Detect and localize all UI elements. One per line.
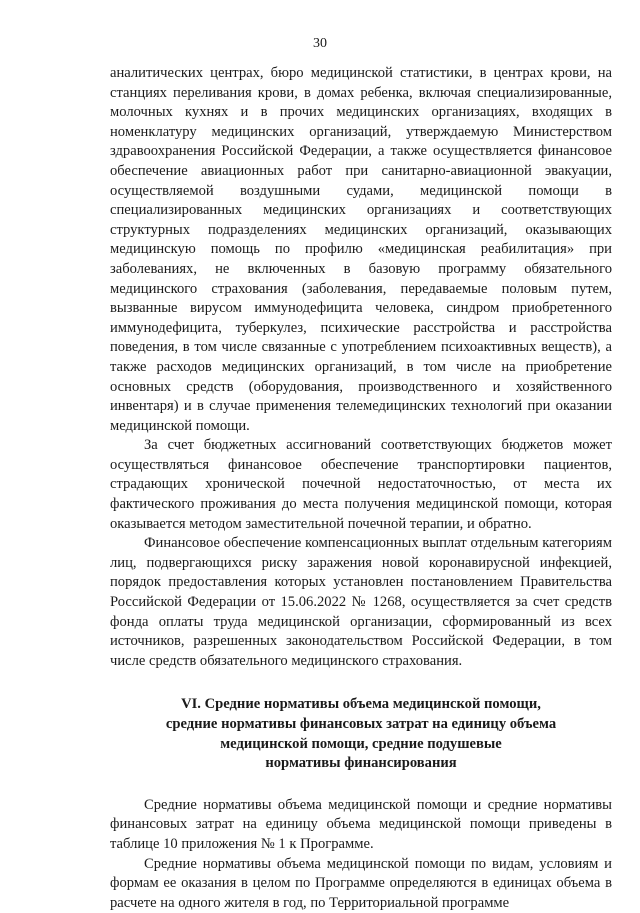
section-heading <box>110 695 612 773</box>
section-heading-line: VI. Средние нормативы объема медицинской помощи, <box>181 696 541 713</box>
paragraph-continuation: аналитических центрах, бюро медицинской статистики, в центрах крови, на станциях переливания крови, в домах ребенка, включая специализированные, молочных кухнях и в прочих медицинских организациях, входящих в номенклатуру медицинских организаций, утверждаемую Министерством здравоохранения Российской Федерации, а также осуществляется финансовое обеспечение авиационных работ при санитарно-авиационной эвакуации, осуществляемой воздушными судами, медицинской помощи в специализированных медицинских организациях и соответствующих структурных подразделениях медицинских организаций, оказывающих медицинскую помощь по профилю «медицинская реабилитация» при заболеваниях, не включенных в базовую программу обязательного медицинского страхования (заболевания, передаваемые половым путем, вызванные вирусом иммунодефицита человека, синдром приобретенного иммунодефицита, туберкулез, психические расстройства и расстройства поведения, в том числе связанные с употреблением психоактивных веществ), а также расходов медицинских организаций, в том числе на приобретение основных средств (оборудования, производственного и хозяйственного инвентаря) и в случае применения телемедицинских технологий при оказании медицинской помощи. <box>110 65 612 434</box>
paragraph-compensation-payments: Финансовое обеспечение компенсационных выплат отдельным категориям лиц, подвергающихся риску заражения новой коронавирусной инфекцией, порядок предоставления которых установлен постановлением Правительства Российской Федерации от 15.06.2022 № 1268, осуществляется за счет средств фонда оплаты труда медицинской организации, сформированный из всех источников, разрешенных законодательством Российской Федерации, в том числе средств обязательного медицинского страхования. <box>110 535 612 669</box>
section-heading-line: средние нормативы финансовых затрат на единицу объема <box>165 716 557 732</box>
page-number: 30 <box>313 36 327 51</box>
paragraph-transport-funding: За счет бюджетных ассигнований соответствующих бюджетов может осуществляться финансовое обеспечение транспортировки пациентов, страдающих хронической почечной недостаточностью, от места их фактического проживания до места получения медицинской помощи, которая оказывается методом заместительной почечной терапии, и обратно. <box>110 437 612 532</box>
document-body <box>110 64 612 913</box>
paragraph-norms-by-type: Средние нормативы объема медицинской помощи по видам, условиям и формам ее оказания в целом по Программе определяются в единицах объема в расчете на одного жителя в год, по Территориальной программе <box>110 855 612 911</box>
section-heading-line: нормативы финансирования <box>265 755 457 772</box>
section-heading-line: медицинской помощи, средние подушевые <box>220 735 502 752</box>
paragraph-average-norms: Средние нормативы объема медицинской помощи и средние нормативы финансовых затрат на единицу объема медицинской помощи приведены в таблице 10 приложения № 1 к Программе. <box>110 796 612 852</box>
